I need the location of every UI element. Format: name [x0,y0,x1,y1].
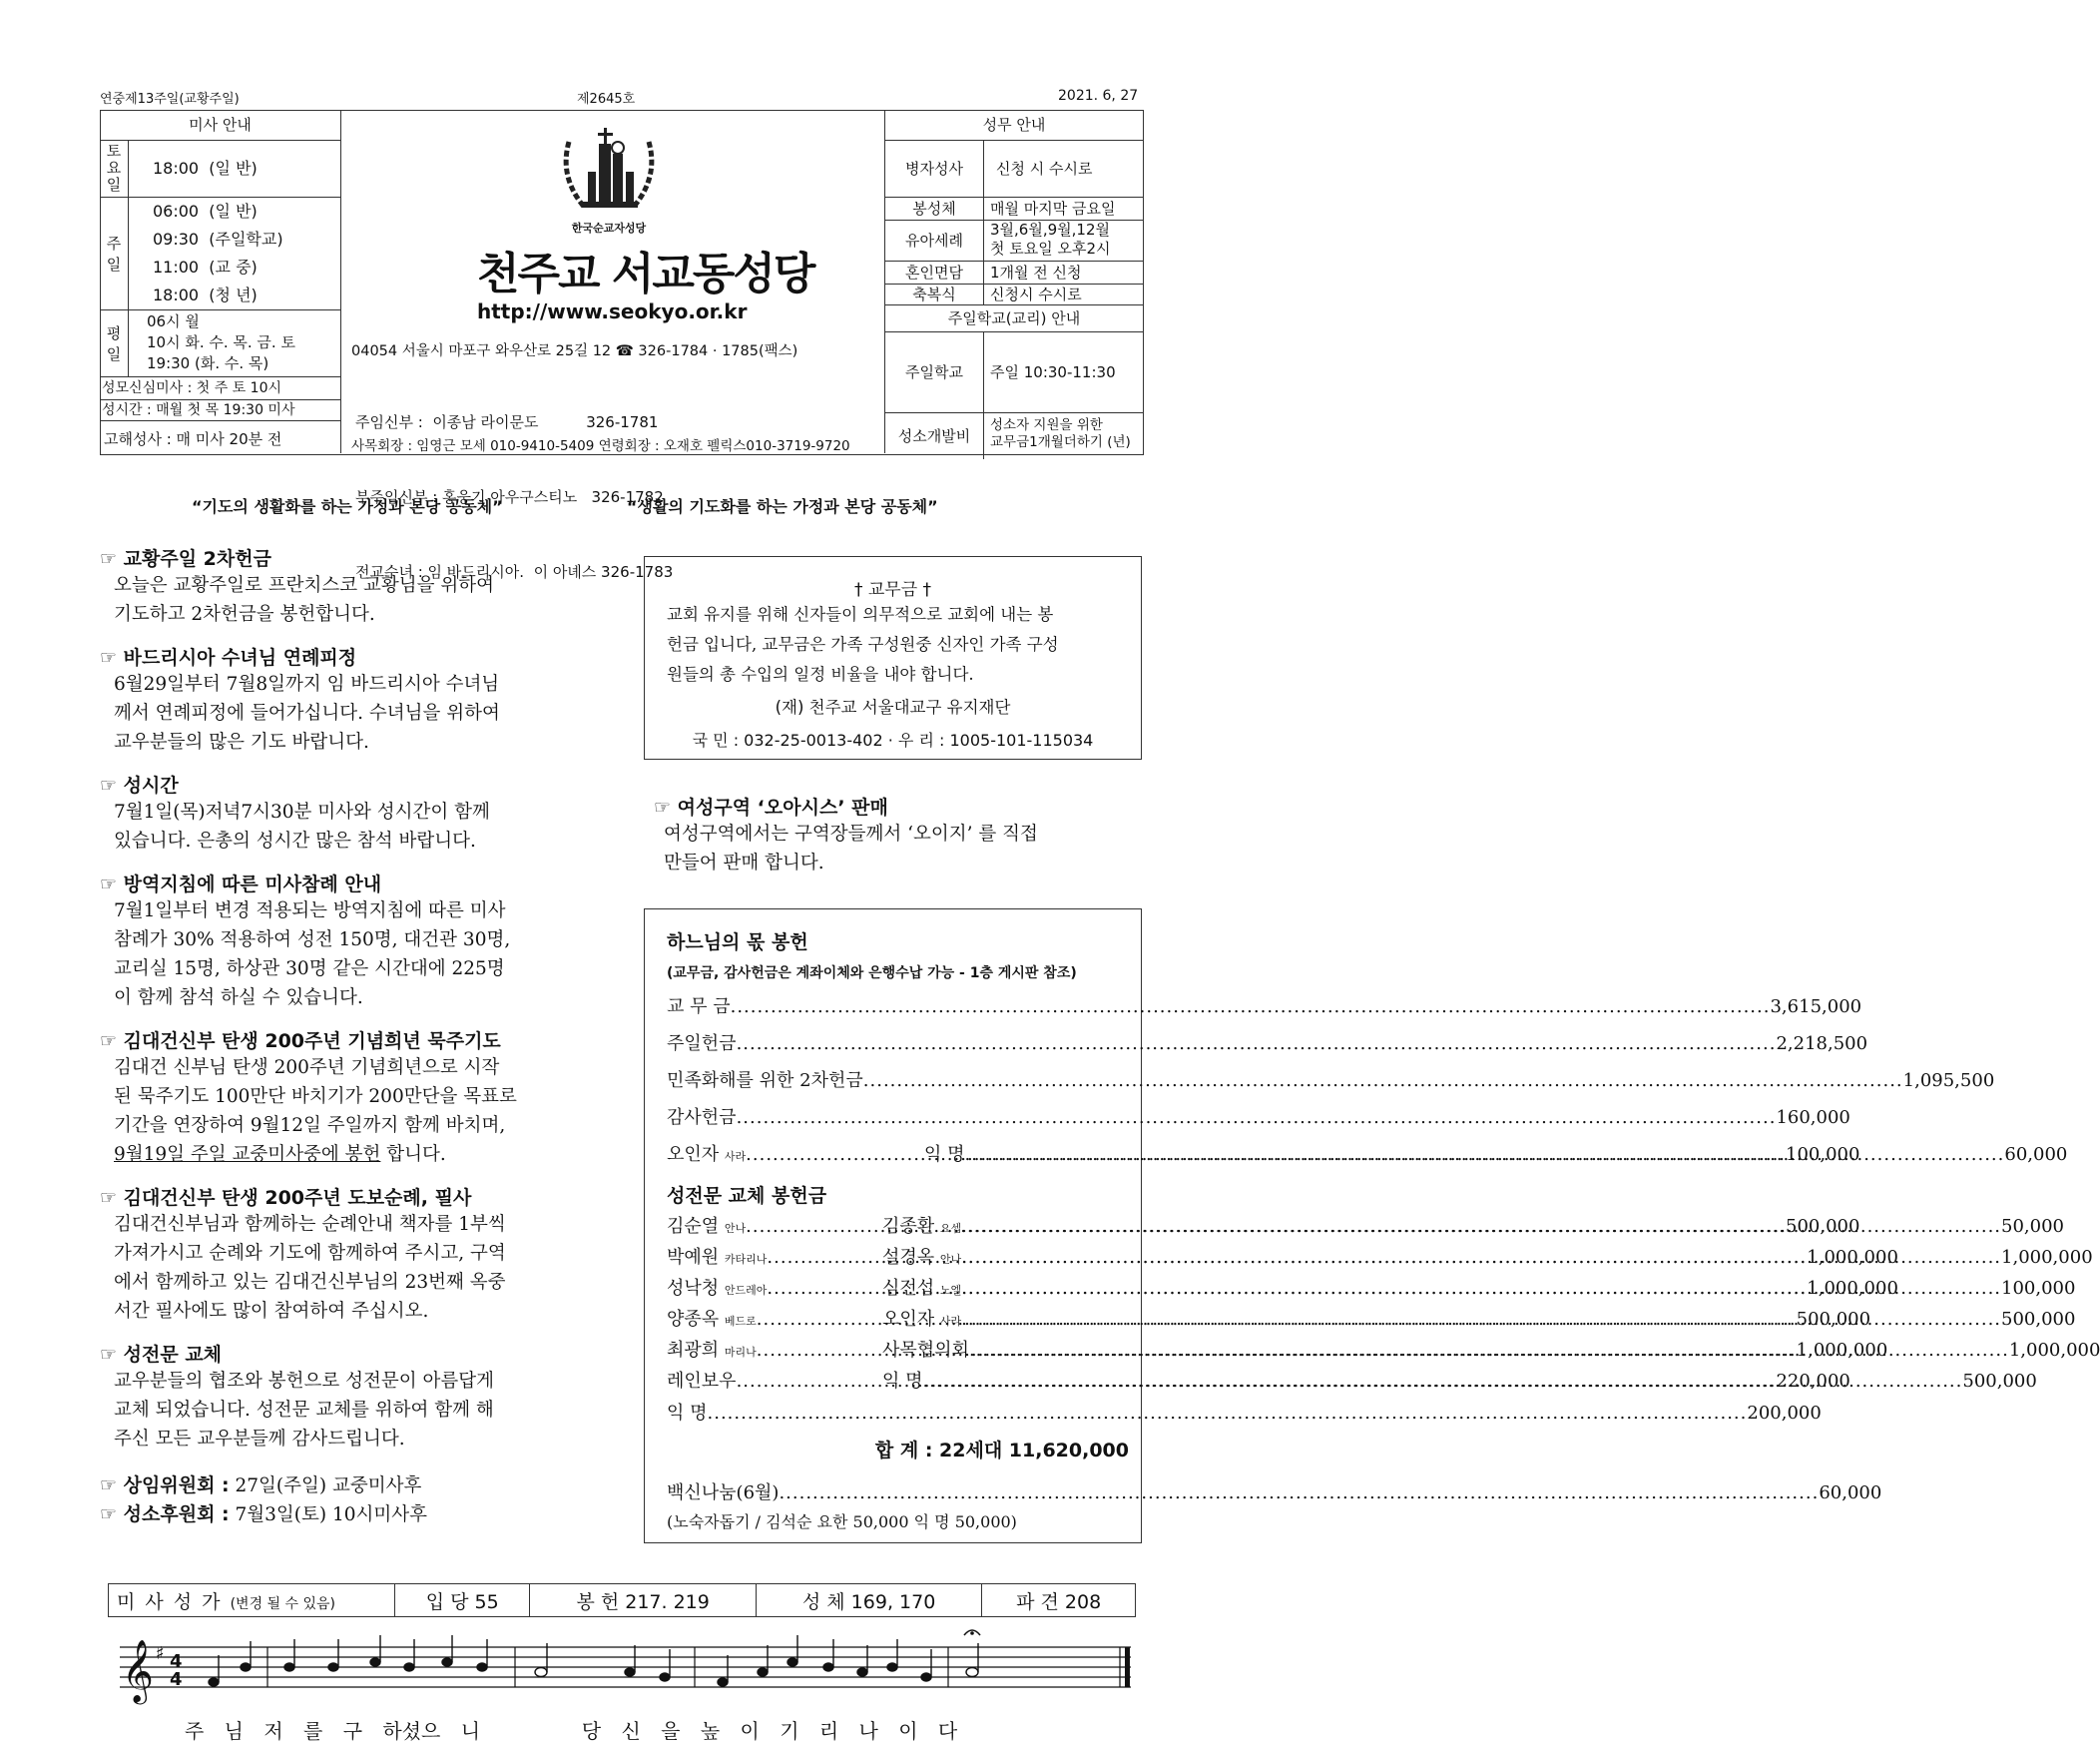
sacrament-row-1: 병자성사 신청 시 수시로 [885,141,1143,198]
kyomu-box: † 교무금 † 교회 유지를 위해 신자들이 의무적으로 교회에 내는 봉 헌금 입니다, 교무금은 가족 구성원중 신자인 가족 구성 원들의 총 수입의 일정 비율을 내야 합니다. (재) 천주교 서울대교구 유지재단 국 민 : 032-25-0013-402 · 우 리 : 1005-101-115034 [644,556,1142,760]
sun-row-2: 09:30 (주일학교) [153,230,283,249]
svg-text:♯: ♯ [156,1643,165,1664]
slogan-2: “생활의 기도화를 하는 가정과 본당 공동체” [627,497,938,516]
mass-saturday [100,141,340,198]
sat-label: 토요일 [100,141,129,197]
church-logo [554,122,664,222]
staff-pastor: 주임신부 : 이종남 라이문도 326-1781 [355,413,659,431]
hymn-entrance: 입 당 55 [395,1584,530,1617]
section-oasis: ☞ 여성구역 ‘오아시스’ 판매 여성구역에서는 구역장들께서 ‘오이지’ 를 직접 만들어 판매 합니다. [654,797,1038,874]
mass-note-3: 고해성사 : 매 미사 20분 전 [104,430,282,448]
hymn-dismissal: 파 견 208 [982,1584,1136,1617]
door-offering-row: 박예원 카타리나 ..... 1,000,000 설경옥 안나 ..... 1,000,000 [667,1243,1131,1274]
offering-row: 교 무 금 ..... 3,615,000 [667,988,1131,1025]
door-anon-row: 익 명 ..... 200,000 [667,1398,1131,1430]
sacrament-row-4: 혼인면담 1개월 전 신청 [885,262,1143,285]
mass-note-2: 성시간 : 매월 첫 목 19:30 미사 [100,400,340,421]
kyomu-org: (재) 천주교 서울대교구 유지재단 [775,698,1011,717]
issue-number: 제2645호 [577,92,636,107]
door-offering-row: 최광희 마리나 ..... 1,000,000 사목협의회 ..... 1,000,000 [667,1336,1131,1367]
hymn-offertory: 봉 헌 217. 219 [530,1584,756,1617]
june-vaccine-row: 백신나눔(6월) ..... 60,000 [667,1477,1131,1509]
offering-row: 오인자 사라 ..... 100,000 익 명 ..... 60,000 [667,1136,1131,1175]
section-quarantine: ☞ 방역지침에 따른 미사참례 안내 7월1일부터 변경 적용되는 방역지침에 따른 미사 참례가 30% 적용하여 성전 150명, 대건관 30명, 교리실 15명, 하상관 30명 같은 시간대에 225명 이 함께 참석 하실 수 있습니다. [100,874,511,1008]
door-offering-row: 김순열 안나 ..... 500,000 김종환 요셉 ..... 50,000 [667,1212,1131,1243]
offering-row: 감사헌금 ..... 160,000 [667,1099,1131,1136]
school-title: 주일학교(교리) 안내 [885,305,1143,332]
kyomu-title: † 교무금 † [853,580,932,600]
section-holy-hour: ☞ 성시간 7월1일(목)저녁7시30분 미사와 성시간이 함께 있습니다. 은총의 성시간 많은 참석 바랍니다. [100,775,490,852]
door-offering-row: 성낙청 안드레아 ..... 1,000,000 심전섭 노엘 ..... 100,000 [667,1274,1131,1305]
section-pilgrimage: ☞ 김대건신부 탄생 200주년 도보순례, 필사 김대건신부님과 함께하는 순례안내 책자를 1부씩 가져가시고 순례와 기도에 함께하여 주시고, 구역 에서 함께하고 있는 김대건신부님의 23번째 옥중 서간 필사에도 많이 참여하여 주십시오. [100,1187,506,1322]
meeting-standing-committee: ☞ 상임위원회 : 27일(주일) 교중미사후 [100,1474,422,1496]
hymn-communion: 성 체 169, 170 [756,1584,981,1617]
sacrament-row-2: 봉성체 매월 마지막 금요일 [885,198,1143,221]
mass-weekday [100,310,340,377]
sat-type: (일 반) [209,159,258,178]
church-emblem-icon [554,122,664,222]
section-title: ☞ 교황주일 2차헌금 [100,548,271,570]
offering-box [644,908,2100,1543]
rosary-offering-date: 9월19일 주일 교중미사중에 봉헌 [114,1144,381,1165]
logo-caption: 한국순교자성당 [571,222,647,235]
june-note: (노숙자돕기 / 김석순 요한 50,000 익 명 50,000) [667,1512,1017,1531]
weekday-row-1: 06시 월 [147,312,200,330]
sacrament-title: 성무 안내 [885,110,1143,141]
dev-row: 성소개발비 성소자 지원을 위한 교무금1개월더하기 (년) [885,413,1143,459]
door-total: 합 계 : 22세대 11,620,000 [874,1440,1129,1461]
mass-sunday [100,198,340,310]
staff-associate: 부주임신부 : 홍웅기 아우구스티노 326-1782 [355,488,664,506]
issue-week: 연중제13주일(교황주일) [100,92,240,107]
mass-note-1: 성모신심미사 : 첫 주 토 10시 [100,377,340,400]
section-papal-sunday: ☞ 교황주일 2차헌금 오늘은 교황주일로 프란치스코 교황님을 위하여 기도하고 2차헌금을 봉헌합니다. [100,544,599,629]
svg-text:4: 4 [170,1651,183,1672]
sacrament-row-3: 유아세례 3월,6월,9월,12월 첫 토요일 오후2시 [885,221,1143,262]
offering-title: 하느님의 몫 봉헌 [667,931,808,953]
offering-row: 주일헌금 ..... 2,218,500 [667,1025,1131,1062]
mass-title: 미사 안내 [100,110,340,141]
svg-text:4: 4 [170,1669,183,1690]
sacrament-info [884,110,1143,453]
meetings [100,1471,599,1529]
sun-row-4: 18:00 (청 년) [153,286,258,304]
svg-text:𝄞: 𝄞 [122,1639,154,1702]
door-offering-list [667,1212,2100,1398]
church-council: 사목회장 : 임영근 모세 010-9410-5409 연령회장 : 오재호 펠릭스010-3719-9720 [351,438,850,454]
sun-row-1: 06:00 (일 반) [153,202,258,221]
left-column [100,544,599,1529]
section-rosary: ☞ 김대건신부 탄생 200주년 기념희년 묵주기도 김대건 신부님 탄생 200주년 기념희년으로 시작 된 묵주기도 100만단 바치기가 200만단을 목표로 기간을 연장하여 9월12일 주일까지 함께 바치며, 9월19일 주일 교중미사중에 봉헌 합니다. [100,1030,517,1165]
slogan-1: “기도의 생활화를 하는 가정과 본당 공동체” [192,497,503,516]
music-staff-icon [118,1627,1136,1717]
weekday-label: 평일 [100,310,129,376]
mass-info [100,110,341,453]
offering-row: 민족화해를 위한 2차헌금 ..... 1,095,500 [667,1062,1131,1099]
offering-subtitle: (교무금, 감사헌금은 계좌이체와 은행수납 가능 - 1층 게시판 참조) [667,965,1077,981]
door-offering-row: 레인보우 ..... 220,000 익 명 ..... 500,000 [667,1367,1131,1398]
hymn-table [108,1583,1136,1617]
weekday-row-3: 19:30 (화. 수. 목) [147,354,269,372]
school-row: 주일학교 주일 10:30-11:30 [885,332,1143,413]
sacrament-row-5: 축복식 신청시 수시로 [885,285,1143,305]
door-offering-title: 성전문 교체 봉헌금 [667,1185,827,1207]
meeting-vocation: ☞ 성소후원회 : 7월3일(토) 10시미사후 [100,1503,428,1525]
kyomu-accounts: 국 민 : 032-25-0013-402 · 우 리 : 1005-101-115034 [692,731,1094,750]
hymn-lyrics: 주 님 저 를 구 하셨으 니 당 신 을 높 이 기 리 나 이 다 [185,1719,958,1743]
church-address: 04054 서울시 마포구 와우산로 25길 12 ☎ 326-1784 · 1785(팩스) [351,343,798,359]
sat-time: 18:00 [153,159,200,178]
music-staff [118,1627,1136,1717]
hymn-title-cell: 미 사 성 가 (변경 될 수 있음) [109,1584,395,1617]
weekday-row-2: 10시 화. 수. 목. 금. 토 [147,333,295,351]
door-offering-row: 양종옥 베드로 ..... 500,000 오인자 사라 ..... 500,000 [667,1305,1131,1336]
sun-label: 주일 [100,198,129,309]
section-retreat: ☞ 바드리시아 수녀님 연례피정 6월29일부터 7월8일까지 임 바드리시아 수녀님 께서 연례피정에 들어가십니다. 수녀님을 위하여 교우분들의 많은 기도 바랍니다. [100,647,500,753]
sun-row-3: 11:00 (교 중) [153,258,258,277]
section-door: ☞ 성전문 교체 교우분들의 협조와 봉헌으로 성전문이 아름답게 교체 되었습니다. 성전문 교체를 위하여 함께 해 주신 모든 교우분들께 감사드립니다. [100,1344,494,1450]
church-url[interactable]: http://www.seokyo.or.kr [477,299,748,323]
church-name: 천주교 서교동성당 [477,249,814,299]
issue-date: 2021. 6, 27 [1058,88,1139,104]
staff-sister: 전교수녀 : 임 바드리시아. 이 아녜스 326-1783 [355,563,674,581]
